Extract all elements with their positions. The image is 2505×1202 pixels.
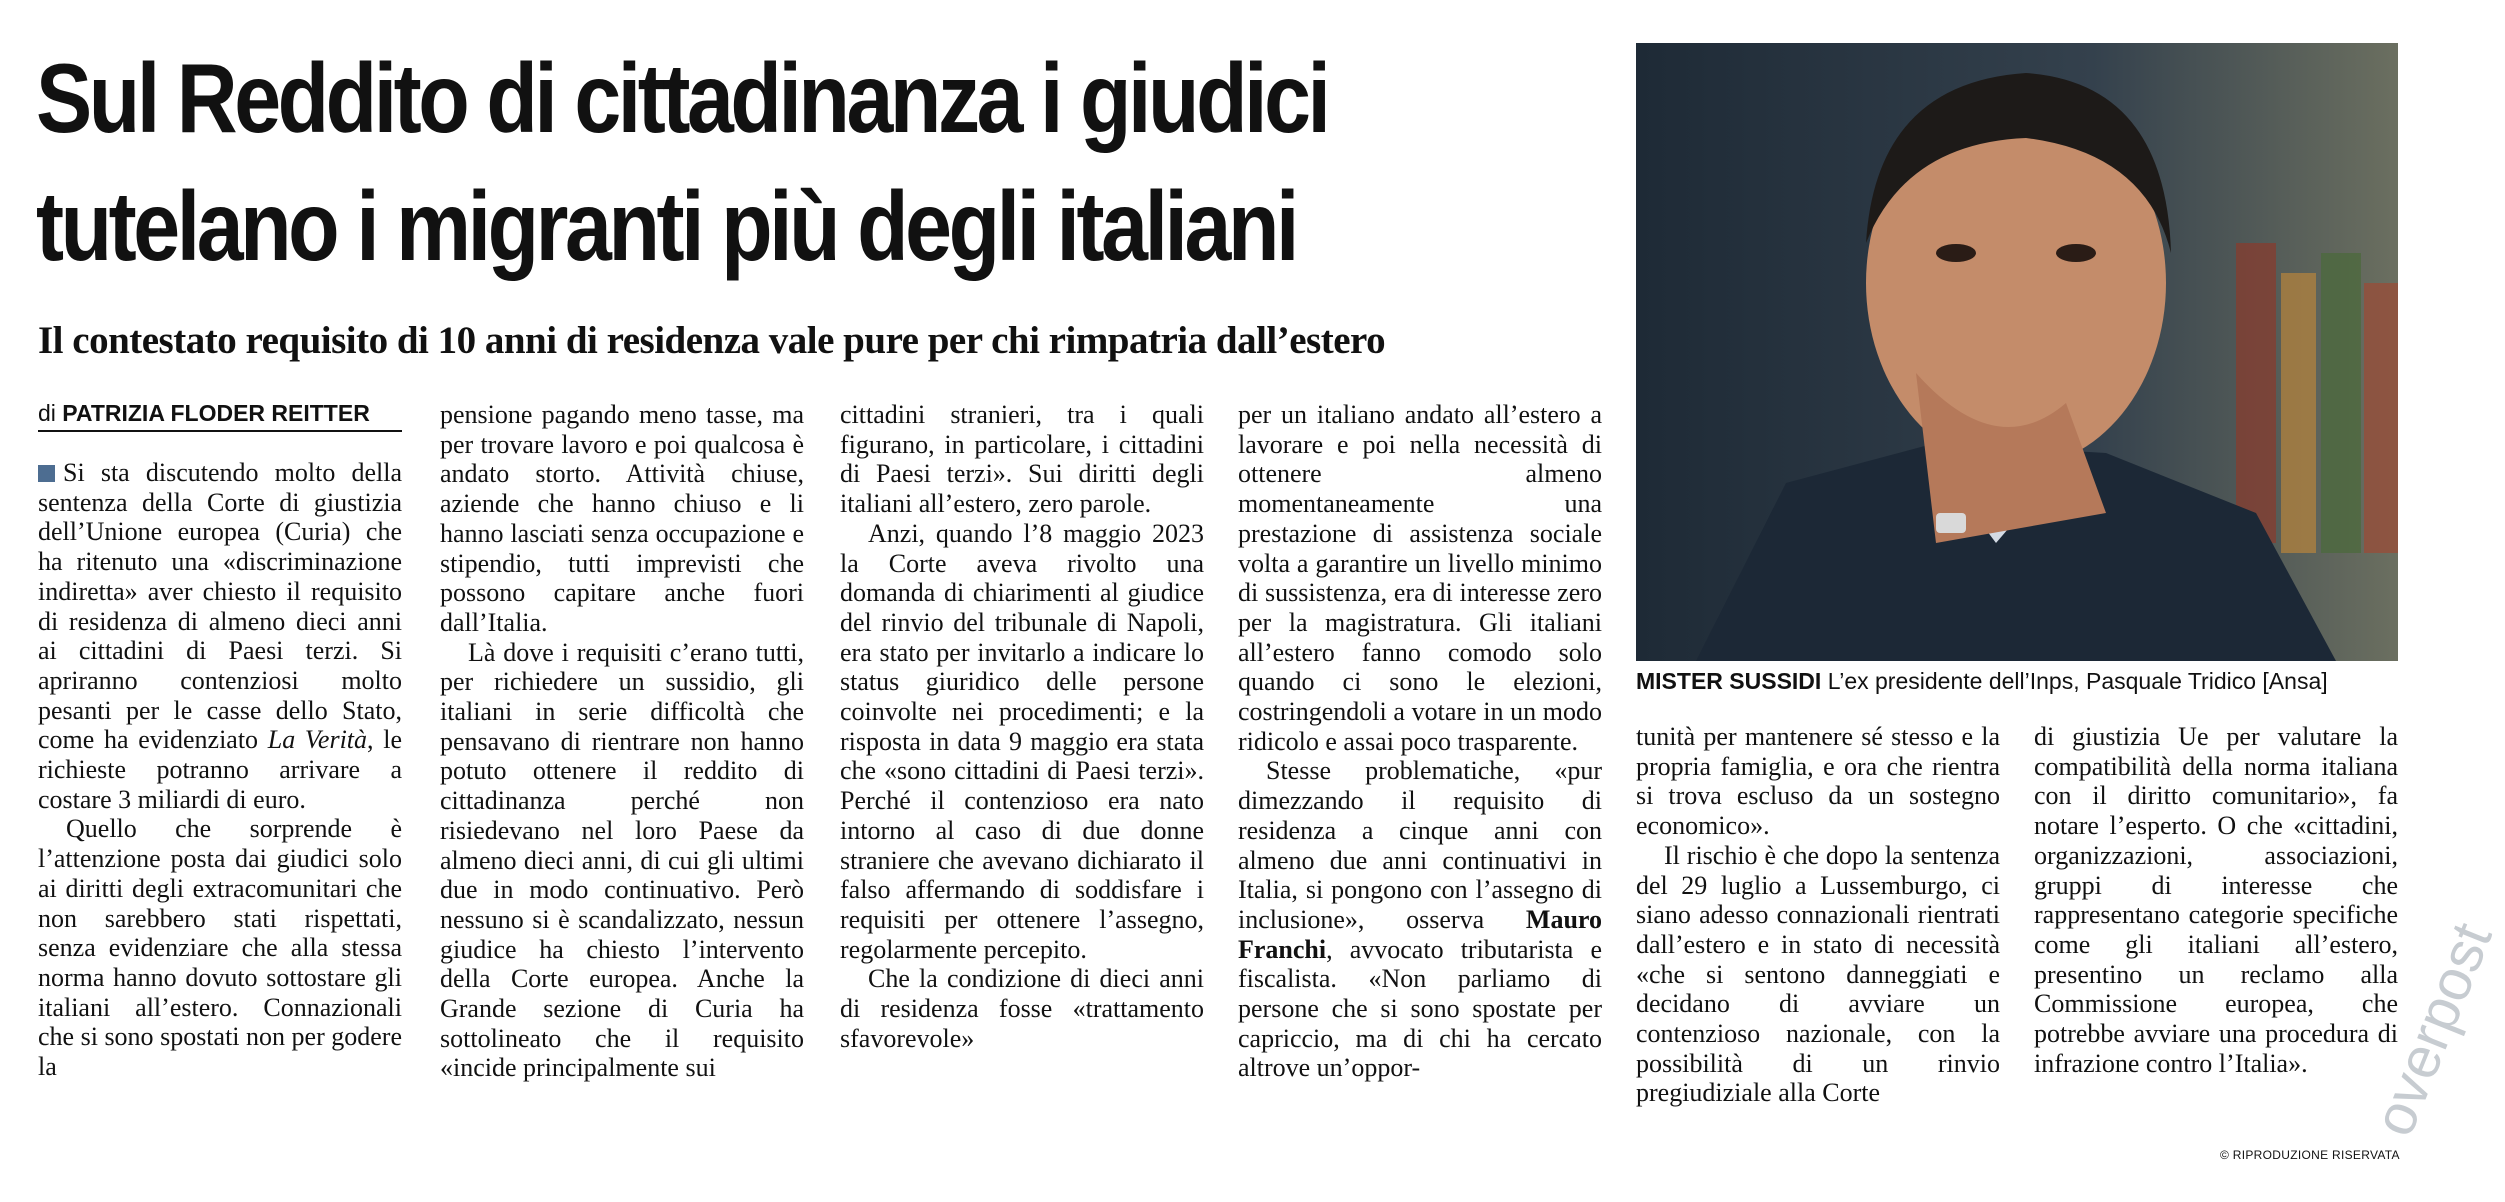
- article-paragraph: Si sta discutendo molto della sentenza della Corte di giustizia dell’Unione europea (Curia) che ha ritenuto una «discriminazione indiretta» aver chiesto il requisito di residenza di almeno dieci anni ai cittadini di Paesi terzi. Si apriranno contenziosi molto pesanti per le casse dello Stato, come ha evidenziato La Verità, le richieste potranno arrivare a costare 3 miliardi di euro.: [38, 458, 402, 814]
- article-paragraph: Che la condizione di dieci anni di residenza fosse «trattamento sfavorevole»: [840, 964, 1204, 1053]
- article-column-6: [2034, 722, 2398, 1078]
- caption-text: L’ex presidente dell’Inps, Pasquale Tridico: [1827, 668, 2257, 694]
- watermark: overpost: [2360, 914, 2505, 1145]
- article-paragraph: Anzi, quando l’8 maggio 2023 la Corte aveva rivolto una domanda di chiarimenti al giudice del rinvio del tribunale di Napoli, era stato per invitarlo a indicare lo status giuridico delle persone coinvolte nei procedimenti; e la risposta in data 9 maggio era stata che «sono cittadini di Paesi terzi». Perché il contenzioso era nato intorno al caso di due donne straniere che avevano dichiarato il falso affermando di soddisfare i requisiti per ottenere l’assegno, regolarmente percepito.: [840, 518, 1204, 964]
- expert-name: Mauro Franchi: [1238, 904, 1602, 964]
- headline: [36, 34, 1403, 290]
- article-column-4: [1238, 400, 1602, 1083]
- article-paragraph: pensione pagando meno tasse, ma per trovare lavoro e poi qualcosa è andato storto. Attività chiuse, aziende che hanno chiuso e li hanno lasciati senza occupazione e stipendio, tutti imprevisti che possono capitare anche fuori dall’Italia.: [440, 400, 804, 637]
- photo-credit: [Ansa]: [2262, 668, 2328, 694]
- caption-label: MISTER SUSSIDI: [1636, 668, 1822, 694]
- headline-line-2: tutelano i migranti più degli italiani: [36, 171, 1296, 281]
- photo-caption: [1636, 668, 2398, 695]
- byline-prefix: di: [38, 400, 56, 426]
- byline: [38, 400, 402, 432]
- article-paragraph: Quello che sorprende è l’attenzione posta dai giudici solo ai diritti degli extracomunitari che non sarebbero stati rispettati, senza evidenziare che alla stessa norma hanno dovuto sottostare gli italiani all’estero. Connazionali che si sono spostati non per godere la: [38, 814, 402, 1082]
- article-paragraph: per un italiano andato all’estero a lavorare e poi nella necessità di ottenere almeno momentaneamente una prestazione di assistenza sociale volta a garantire un livello minimo di sussistenza, era di interesse zero per la magistratura. Gli italiani all’estero fanno comodo solo quando ci sono le elezioni, costringendoli a votare in un modo ridicolo e assai poco trasparente.: [1238, 400, 1602, 756]
- subheadline: Il contestato requisito di 10 anni di residenza vale pure per chi rimpatria dall’estero: [38, 319, 1386, 362]
- headline-line-1: Sul Reddito di cittadinanza i giudici: [36, 43, 1328, 153]
- article-column-1: [38, 458, 402, 1082]
- article-paragraph: tunità per mantenere sé stesso e la propria famiglia, e ora che rientra si trova escluso da un sostegno economico».: [1636, 722, 2000, 841]
- article-paragraph: Là dove i requisiti c’erano tutti, per richiedere un sussidio, gli italiani in serie difficoltà che pensavano di rientrare non hanno potuto ottenere il reddito di cittadinanza perché non risiedevano nel loro Paese da almeno dieci anni, di cui gli ultimi due in modo continuativo. Però nessuno si è scandalizzato, nessun giudice ha chiesto l’intervento della Corte europea. Anche la Grande sezione di Curia ha sottolineato che il requisito «incide principalmente sui: [440, 637, 804, 1083]
- portrait-illustration: [1636, 43, 2398, 661]
- article-column-5: [1636, 722, 2000, 1108]
- article-column-3: [840, 400, 1204, 1053]
- article-paragraph: Stesse problematiche, «pur dimezzando il requisito di residenza a cinque anni con almeno due anni continuativi in Italia, si pongono con l’assegno di inclusione», osserva Mauro Franchi, avvocato tributarista e fiscalista. «Non parliamo di persone che si sono spostate per capriccio, ma di chi ha cercato altrove un’oppor-: [1238, 756, 1602, 1083]
- article-paragraph: di giustizia Ue per valutare la compatibilità della norma italiana con il diritto comunitario», fa notare l’esperto. O che «cittadini, organizzazioni, associazioni, gruppi di interesse che rappresentano categorie specifiche come gli italiani all’estero, presentino un reclamo alla Commissione europea, che potrebbe avviare una procedura di infrazione contro l’Italia».: [2034, 722, 2398, 1078]
- article-photo: [1636, 43, 2398, 661]
- article-paragraph: Il rischio è che dopo la sentenza del 29 luglio a Lussemburgo, ci siano adesso connazionali rientrati dall’estero e in stato di necessità «che si sentono danneggiati e decidano di avviare un contenzioso nazionale, con la possibilità di un rinvio pregiudiziale alla Corte: [1636, 840, 2000, 1108]
- article-paragraph: cittadini stranieri, tra i quali figurano, in particolare, i cittadini di Paesi terzi». Sui diritti degli italiani all’estero, zero parole.: [840, 400, 1204, 519]
- copyright-notice: © RIPRODUZIONE RISERVATA: [2220, 1148, 2400, 1162]
- article-column-2: [440, 400, 804, 1083]
- byline-author: PATRIZIA FLODER REITTER: [62, 400, 370, 426]
- paragraph-marker-icon: [38, 465, 55, 482]
